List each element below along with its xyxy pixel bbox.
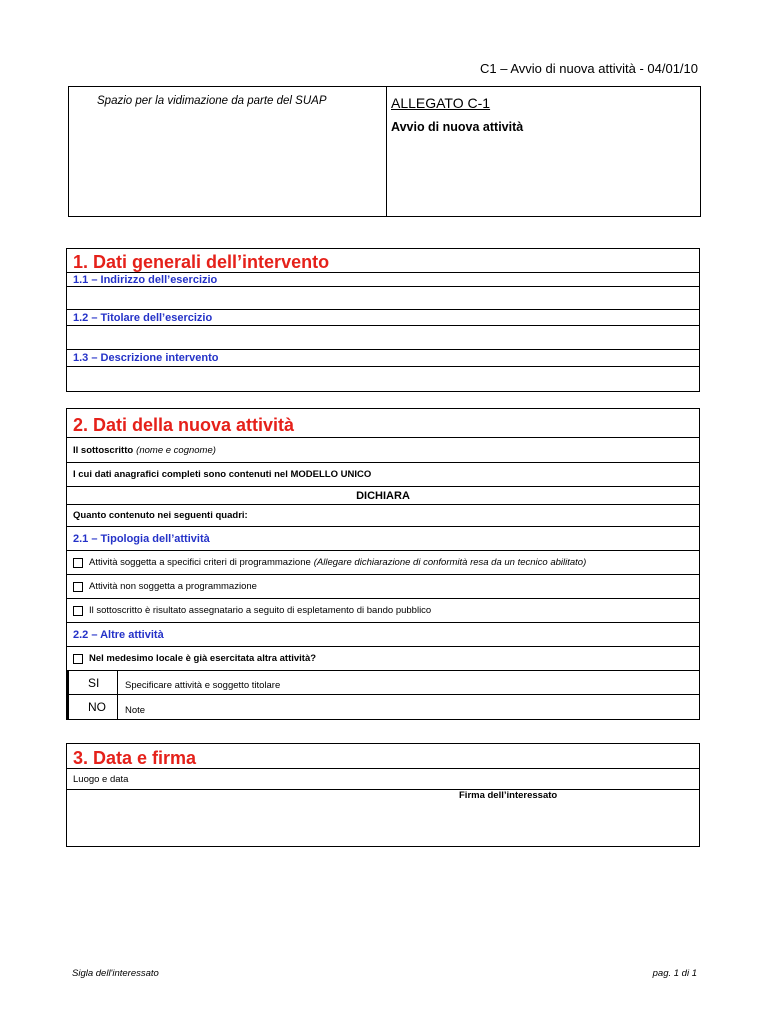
header-box: [68, 86, 701, 217]
quanto-label: Quanto contenuto nei seguenti quadri:: [73, 510, 248, 521]
option-programmazione: Attività soggetta a specifici criteri di programmazione: [89, 557, 311, 568]
sottoscritto-field[interactable]: [67, 438, 699, 463]
subsection-altre-attivita: 2.2 – Altre attività: [73, 629, 164, 641]
no-option[interactable]: NO: [66, 695, 118, 719]
no-description: Note: [125, 705, 146, 716]
anagrafici-label: I cui dati anagrafici completi sono contenuti nel MODELLO UNICO: [73, 469, 372, 480]
subsection-tipologia: 2.1 – Tipologia dell’attività: [73, 533, 210, 545]
suap-stamp-label: Spazio per la vidimazione da parte del SUAP: [97, 95, 327, 107]
allegato-subtitle: Avvio di nuova attività: [391, 120, 524, 134]
checkbox-non-programmazione[interactable]: [73, 582, 83, 592]
firma-label: Firma dell’interessato: [459, 790, 558, 801]
subsection-indirizzo: 1.1 – Indirizzo dell’esercizio: [73, 274, 218, 286]
luogo-data-label: Luogo e data: [73, 773, 129, 785]
page-number: pag. 1 di 1: [652, 968, 697, 979]
section-title: 2. Dati della nuova attività: [73, 415, 295, 435]
si-option[interactable]: SI: [66, 671, 118, 694]
section-data-firma: [66, 743, 700, 847]
option-non-programmazione: Attività non soggetta a programmazione: [89, 581, 257, 592]
allegato-title: ALLEGATO C-1: [391, 95, 491, 111]
section-title: 1. Dati generali dell’intervento: [73, 252, 330, 272]
sottoscritto-hint: (nome e cognome): [136, 444, 216, 456]
sottoscritto-label: Il sottoscritto: [73, 444, 134, 456]
indirizzo-field[interactable]: [67, 287, 699, 310]
option-bando: Il sottoscritto è risultato assegnatario a seguito di espletamento di bando pubblico: [89, 605, 432, 616]
section-dati-generali: [66, 248, 700, 392]
subsection-descrizione: 1.3 – Descrizione intervento: [73, 352, 219, 364]
sigla-label: Sigla dell'interessato: [72, 968, 159, 979]
si-description: Specificare attività e soggetto titolare: [125, 680, 281, 691]
checkbox-programmazione[interactable]: [73, 558, 83, 568]
header-box-divider: [386, 87, 387, 216]
option-altra-attivita: Nel medesimo locale è già esercitata altra attività?: [89, 653, 317, 664]
checkbox-altra-attivita[interactable]: [73, 654, 83, 664]
titolare-field[interactable]: [67, 326, 699, 350]
dichiara-label: DICHIARA: [356, 489, 410, 502]
subsection-titolare: 1.2 – Titolare dell’esercizio: [73, 312, 213, 324]
option-programmazione-hint: (Allegare dichiarazione di conformità resa da un tecnico abilitato): [313, 557, 587, 568]
descrizione-field[interactable]: [67, 367, 699, 391]
firma-field[interactable]: [67, 790, 699, 846]
checkbox-bando[interactable]: [73, 606, 83, 616]
document-code: C1 – Avvio di nuova attività - 04/01/10: [479, 61, 698, 76]
section-dati-attivita: [66, 408, 700, 720]
section-title: 3. Data e firma: [73, 748, 197, 768]
luogo-data-field[interactable]: [67, 769, 699, 790]
